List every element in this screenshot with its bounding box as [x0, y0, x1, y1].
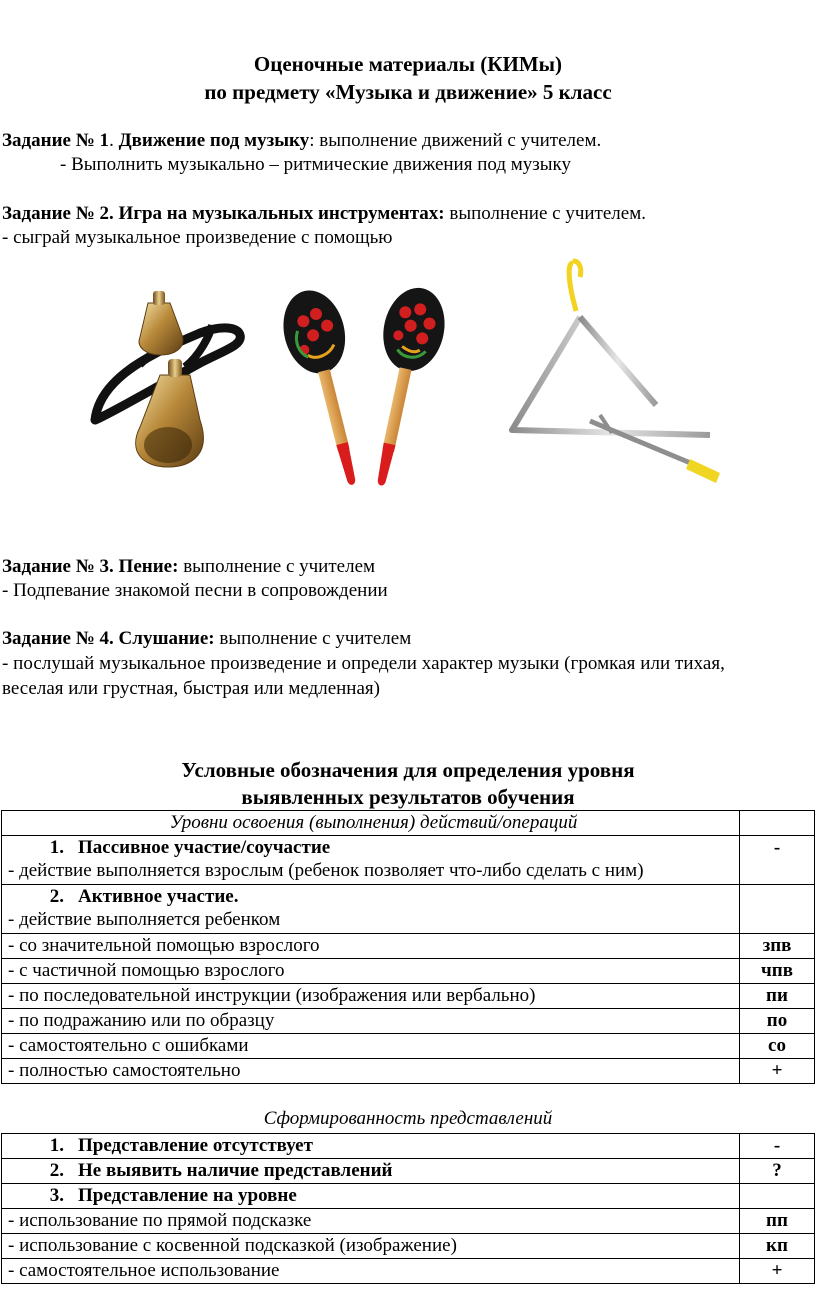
task3-heading — [2, 555, 375, 579]
spoons-icon — [275, 282, 452, 492]
task2-label: Задание № 2. Игра на музыкальных инструментах: — [2, 203, 445, 224]
level-text: - со значительной помощью взрослого — [2, 934, 740, 959]
section1-cell — [2, 836, 740, 885]
levels-table — [1, 810, 815, 1084]
section2-title: Активное участие. — [78, 886, 239, 907]
level-mark: пи — [740, 984, 815, 1009]
level-mark: со — [740, 1034, 815, 1059]
instruments-svg — [0, 255, 816, 515]
task4-desc: выполнение с учителем — [214, 628, 412, 649]
repr-row1-num: 1. — [49, 1135, 64, 1156]
table-row — [2, 836, 815, 885]
level-text: - полностью самостоятельно — [2, 1059, 740, 1084]
repr-text: - использование с косвенной подсказкой (изображение) — [2, 1234, 740, 1259]
section1-mark: - — [740, 836, 815, 885]
legend-title-line2: выявленных результатов обучения — [241, 785, 575, 809]
section2-cell — [2, 885, 740, 934]
repr-text: - использование по прямой подсказке — [2, 1209, 740, 1234]
repr-text: - самостоятельное использование — [2, 1259, 740, 1284]
repr-row2-title: Не выявить наличие представлений — [78, 1160, 393, 1181]
level-text: - с частичной помощью взрослого — [2, 959, 740, 984]
legend-title-line1: Условные обозначения для определения уровня — [181, 758, 635, 782]
level-text: - по последовательной инструкции (изображения или вербально) — [2, 984, 740, 1009]
repr-row3-title: Представление на уровне — [78, 1185, 297, 1206]
section2-num: 2. — [49, 886, 64, 907]
instruments-images — [0, 255, 816, 515]
bell-icon — [95, 291, 240, 467]
task1-heading: Задание № 1. Движение под музыку: выполнение движений с учителем. — [2, 130, 602, 151]
repr-mark: кп — [740, 1234, 815, 1259]
table-row — [2, 1259, 815, 1284]
section1-num: 1. — [49, 837, 64, 858]
task1-label: Задание № 1 — [2, 130, 110, 151]
level-mark: зпв — [740, 934, 815, 959]
doc-title-line1: Оценочные материалы (КИМы) — [253, 52, 563, 76]
repr-row2 — [2, 1159, 740, 1184]
level-text: - самостоятельно с ошибками — [2, 1034, 740, 1059]
task1-item: - Выполнить музыкально – ритмические движения под музыку — [60, 154, 571, 175]
doc-title-line2: по предмету «Музыка и движение» 5 класс — [204, 80, 612, 104]
task4-heading — [2, 627, 411, 651]
table-row — [2, 984, 815, 1009]
table-row — [2, 1234, 815, 1259]
task4-label: Задание № 4. Слушание: — [2, 628, 215, 649]
task1-name: Движение под музыку — [118, 130, 310, 151]
repr-row3 — [2, 1184, 740, 1209]
task2-heading — [2, 202, 646, 226]
level-mark: по — [740, 1009, 815, 1034]
task3-label: Задание № 3. Пение: — [2, 556, 179, 577]
table-row — [2, 959, 815, 984]
repr-row2-mark: ? — [740, 1159, 815, 1184]
level-text: - по подражанию или по образцу — [2, 1009, 740, 1034]
repr-row1-mark: - — [740, 1134, 815, 1159]
table-row — [2, 1009, 815, 1034]
table-cell — [740, 885, 815, 934]
task2-item: - сыграй музыкальное произведение с помощью — [2, 227, 393, 248]
section1-title: Пассивное участие/соучастие — [78, 837, 331, 858]
task4-item-line1: - послушай музыкальное произведение и определи характер музыки (громкая или тихая, — [2, 653, 725, 674]
repr-mark: + — [740, 1259, 815, 1284]
repr-mark: пп — [740, 1209, 815, 1234]
repr-row2-num: 2. — [49, 1160, 64, 1181]
table-row — [2, 934, 815, 959]
level-mark: + — [740, 1059, 815, 1084]
triangle-icon — [512, 261, 720, 483]
table-row — [2, 1159, 815, 1184]
section1-item: - действие выполняется взрослым (ребенок позволяет что-либо сделать с ним) — [8, 860, 644, 881]
table-row — [2, 885, 815, 934]
task1-desc: : выполнение движений с учителем. — [309, 130, 602, 151]
section2-item: - действие выполняется ребенком — [8, 909, 281, 930]
table-cell — [740, 811, 815, 836]
table-row — [2, 1059, 815, 1084]
repr-row3-num: 3. — [49, 1185, 64, 1206]
table-row — [2, 1209, 815, 1234]
table-row — [2, 811, 815, 836]
task3-desc: выполнение с учителем — [178, 556, 376, 577]
table-cell — [740, 1184, 815, 1209]
levels-table-header: Уровни освоения (выполнения) действий/операций — [2, 811, 740, 836]
table-row — [2, 1134, 815, 1159]
representations-caption: Сформированность представлений — [263, 1108, 553, 1129]
task2-desc: выполнение с учителем. — [444, 203, 646, 224]
table-row — [2, 1034, 815, 1059]
representations-table — [1, 1133, 815, 1284]
repr-row1 — [2, 1134, 740, 1159]
table-row — [2, 1184, 815, 1209]
repr-row1-title: Представление отсутствует — [78, 1135, 313, 1156]
level-mark: чпв — [740, 959, 815, 984]
task4-item-line2: веселая или грустная, быстрая или медленная) — [2, 678, 380, 699]
task3-item: - Подпевание знакомой песни в сопровождении — [2, 580, 388, 601]
